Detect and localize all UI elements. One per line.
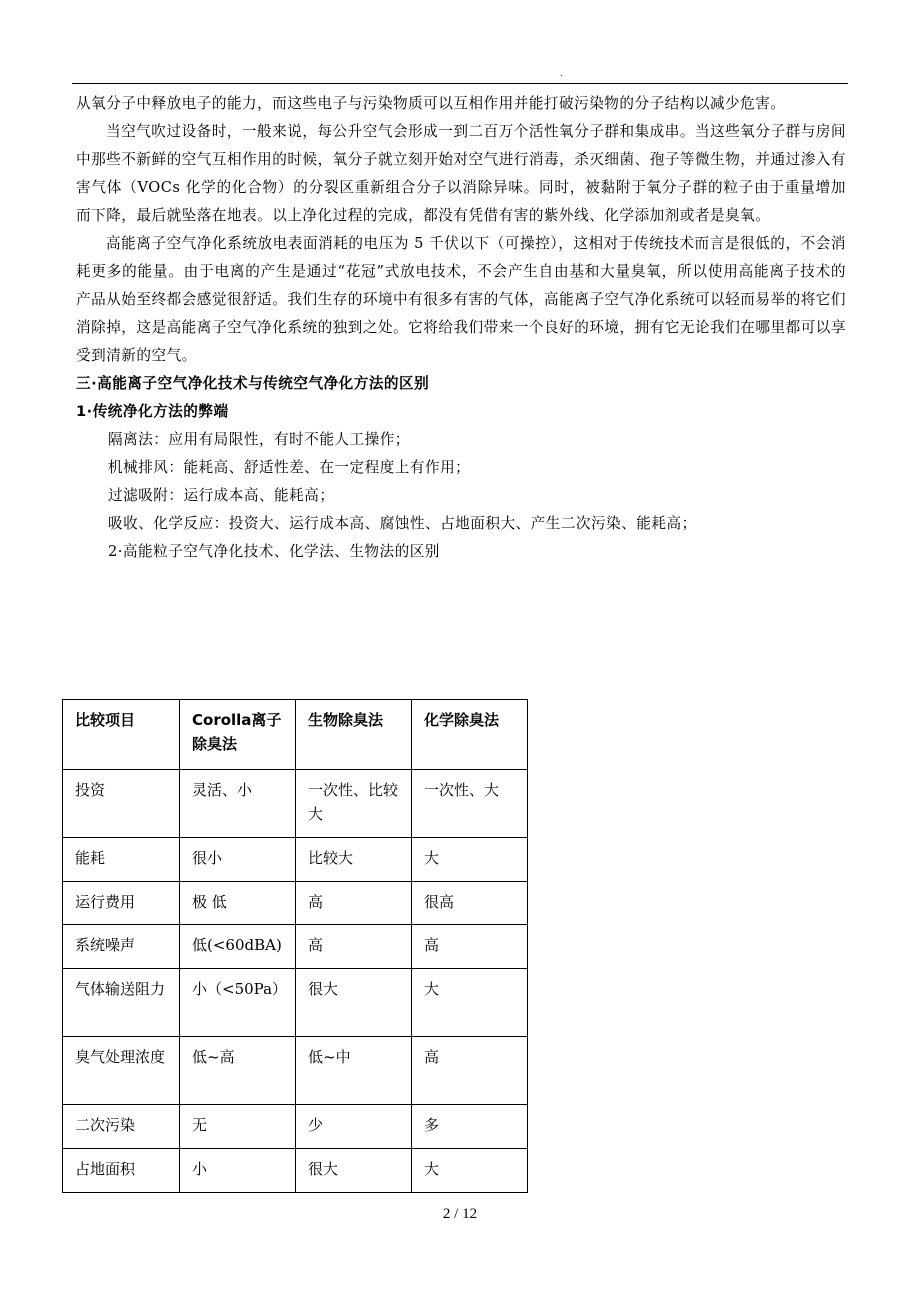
table-cell: 很小	[180, 838, 296, 882]
method-item-filtration: 过滤吸附：运行成本高、能耗高；	[108, 487, 335, 504]
table-row	[63, 1149, 528, 1193]
table-row	[63, 882, 528, 925]
table-cell: 二次污染	[63, 1105, 180, 1149]
header-dot: .	[560, 69, 563, 78]
table-header-row	[63, 700, 528, 770]
table-cell: 小	[180, 1149, 296, 1193]
table-cell: 大	[412, 1149, 528, 1193]
table-row	[63, 838, 528, 882]
table-row	[63, 969, 528, 1037]
table-cell: 运行费用	[63, 882, 180, 925]
table-cell: 气体输送阻力	[63, 969, 180, 1037]
table-cell: 多	[412, 1105, 528, 1149]
table-cell: 系统噪声	[63, 925, 180, 969]
table-row	[63, 1037, 528, 1105]
table-cell: 高	[296, 882, 412, 925]
paragraph-oxygen-clusters: 当空气吹过设备时，一般来说，每公升空气会形成一到二百万个活性氧分子群和集成串。当这些氧分子群与房间中那些不新鲜的空气互相作用的时候，氧分子就立刻开始对空气进行消毒，杀灭细菌、孢子等微生物，并通过渗入有害气体（VOCs 化学的化合物）的分裂区重新组合分子以消除异味。同时，被黏附于氧分子群的粒子由于重量增加而下降，最后就坠落在地表。以上净化过程的完成，都没有凭借有害的紫外线、化学添加剂或者是臭氧。	[76, 123, 846, 224]
table-row	[63, 1105, 528, 1149]
table-cell: 少	[296, 1105, 412, 1149]
table-cell: 高	[412, 925, 528, 969]
table-cell: 高	[296, 925, 412, 969]
table-cell: 小（<50Pa）	[180, 969, 296, 1037]
table-header-cell: Corolla离子除臭法	[180, 700, 296, 770]
page-number: 2 / 12	[442, 1206, 478, 1222]
table-cell: 低(<60dBA)	[180, 925, 296, 969]
table-cell: 大	[412, 969, 528, 1037]
table-cell: 比较大	[296, 838, 412, 882]
table-cell: 无	[180, 1105, 296, 1149]
table-cell: 一次性、比较大	[296, 770, 412, 838]
table-cell: 很大	[296, 1149, 412, 1193]
table-cell: 极 低	[180, 882, 296, 925]
table-cell: 高	[412, 1037, 528, 1105]
section-3-heading: 三·高能离子空气净化技术与传统空气净化方法的区别	[76, 375, 430, 392]
table-cell: 很高	[412, 882, 528, 925]
table-cell: 大	[412, 838, 528, 882]
table-cell: 一次性、大	[412, 770, 528, 838]
table-cell: 很大	[296, 969, 412, 1037]
table-cell: 占地面积	[63, 1149, 180, 1193]
table-cell: 灵活、小	[180, 770, 296, 838]
method-item-chemical-absorption: 吸收、化学反应：投资大、运行成本高、腐蚀性、占地面积大、产生二次污染、能耗高；	[108, 515, 697, 532]
method-item-isolation: 隔离法：应用有局限性，有时不能人工操作；	[108, 431, 410, 448]
table-cell: 低~中	[296, 1037, 412, 1105]
comparison-table	[62, 699, 528, 1193]
table-cell: 臭气处理浓度	[63, 1037, 180, 1105]
table-cell: 低~高	[180, 1037, 296, 1105]
table-row	[63, 925, 528, 969]
paragraph-ion-system: 高能离子空气净化系统放电表面消耗的电压为 5 千伏以下（可操控），这相对于传统技术而言是很低的，不会消耗更多的能量。由于电离的产生是通过“花冠”式放电技术，不会产生自由基和大量臭氧，所以使用高能离子技术的产品从始至终都会感觉很舒适。我们生存的环境中有很多有害的气体，高能离子空气净化系统可以轻而易举的将它们消除掉，这是高能离子空气净化系统的独到之处。它将给我们带来一个良好的环境，拥有它无论我们在哪里都可以享受到清新的空气。	[76, 235, 846, 364]
table-header-cell: 比较项目	[63, 700, 180, 770]
table-row	[63, 770, 528, 838]
table-cell: 投资	[63, 770, 180, 838]
subsection-1-heading: 1·传统净化方法的弊端	[76, 403, 229, 420]
header-rule	[72, 83, 848, 84]
table-cell: 能耗	[63, 838, 180, 882]
paragraph-continued: 从氧分子中释放电子的能力，而这些电子与污染物质可以互相作用并能打破污染物的分子结构以减少危害。	[76, 95, 786, 112]
method-item-mechanical-exhaust: 机械排风：能耗高、舒适性差、在一定程度上有作用；	[108, 459, 471, 476]
table-header-cell: 生物除臭法	[296, 700, 412, 770]
document-body	[76, 90, 846, 566]
table-header-cell: 化学除臭法	[412, 700, 528, 770]
subsection-2-heading: 2·高能粒子空气净化技术、化学法、生物法的区别	[108, 543, 440, 560]
